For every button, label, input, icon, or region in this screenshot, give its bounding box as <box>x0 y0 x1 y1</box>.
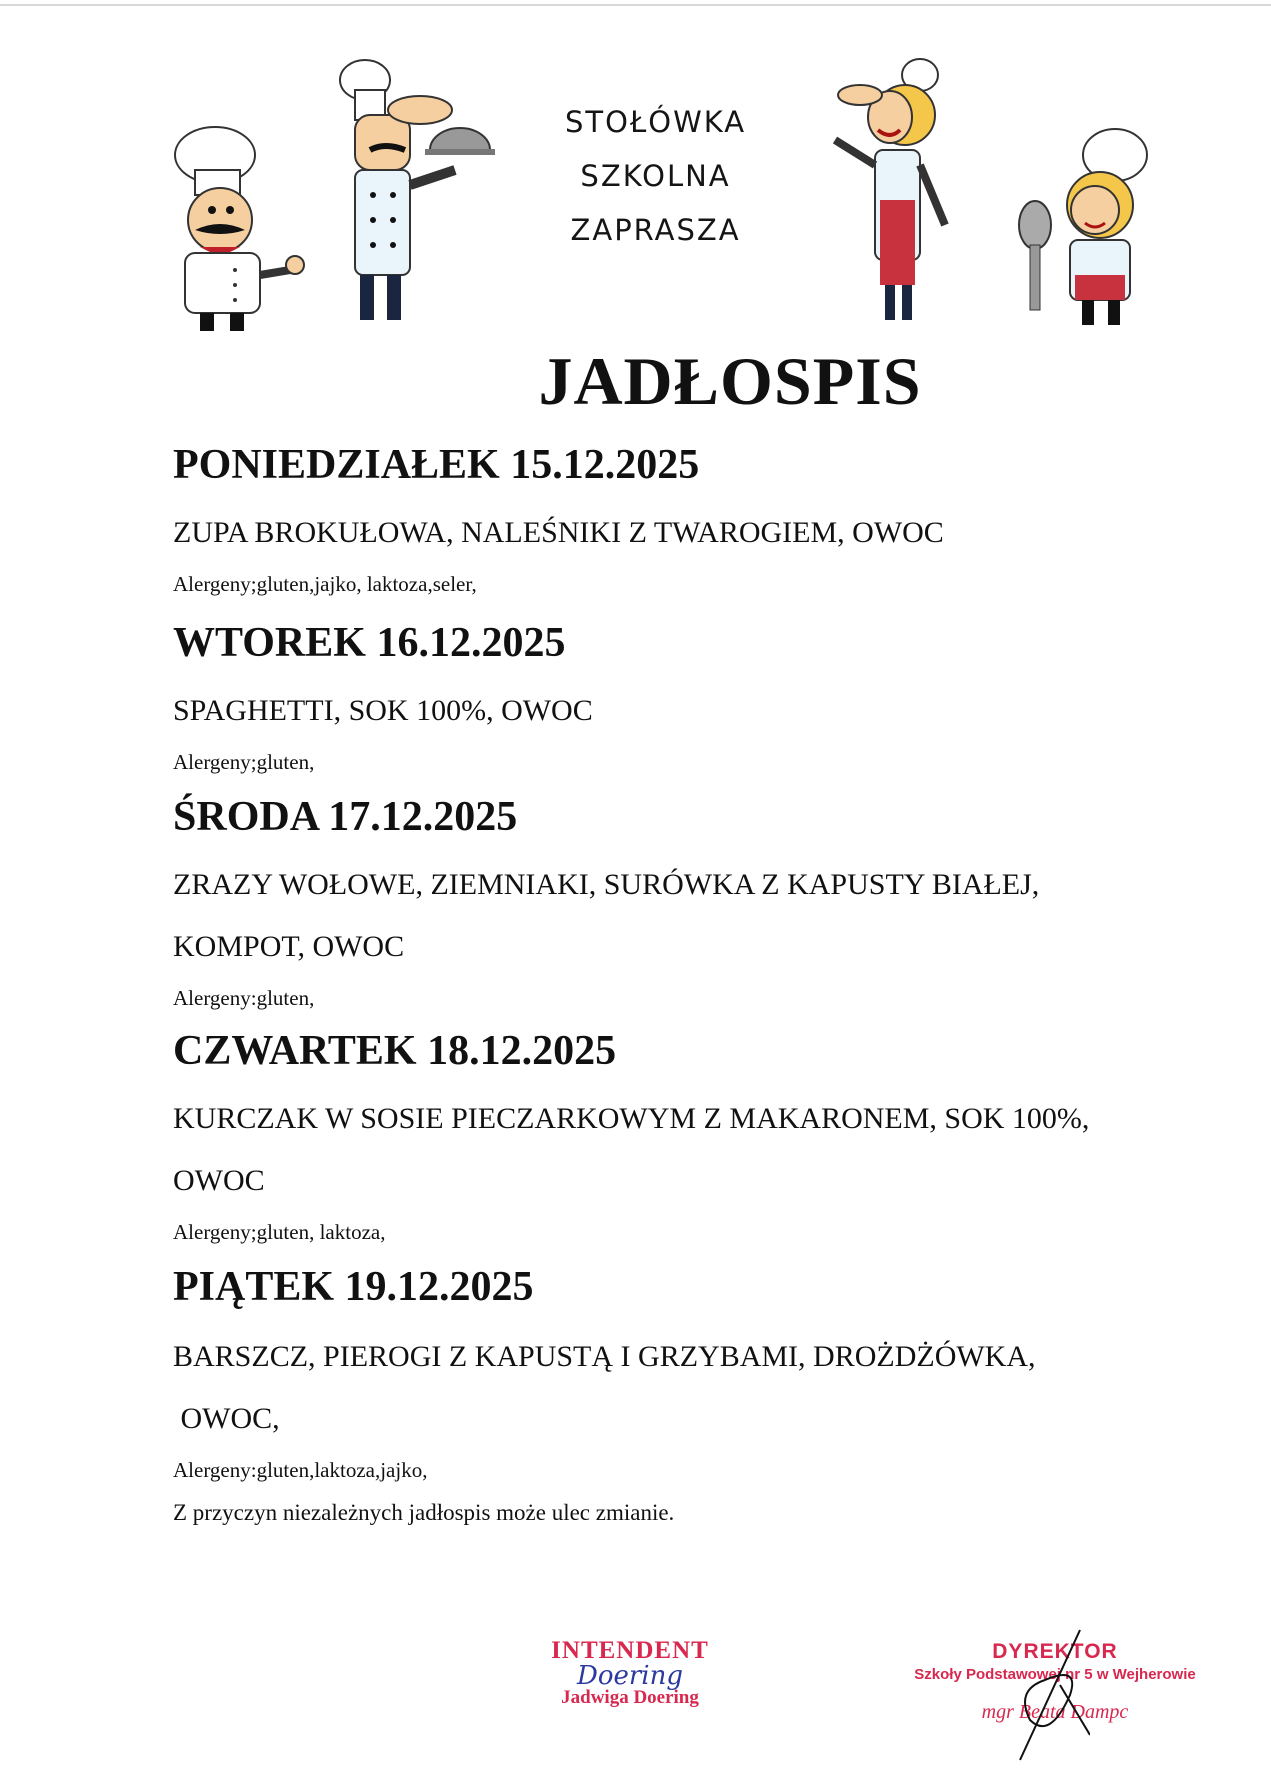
allergens: Alergeny:gluten,laktoza,jajko, <box>173 1458 428 1482</box>
allergens: Alergeny:gluten, <box>173 986 315 1010</box>
banner-line: STOŁÓWKA <box>565 105 747 139</box>
dish-line: OWOC <box>173 1164 265 1197</box>
menu-list <box>173 440 1233 1536</box>
handwritten-signature: Doering <box>576 1661 684 1691</box>
chef-serving-cloche-icon <box>325 55 525 330</box>
girl-chef-spoon-icon <box>1000 125 1170 335</box>
dish-line: SPAGHETTI, SOK 100%, OWOC <box>173 694 593 727</box>
banner-text <box>565 95 746 257</box>
change-notice: Z przyczyn niezależnych jadłospis może ulec zmianie. <box>173 1500 675 1525</box>
chef-ok-gesture-icon <box>160 115 320 335</box>
menu-day <box>173 618 1233 782</box>
stamp-role: INTENDENT <box>551 1637 709 1664</box>
menu-day <box>173 1026 1233 1252</box>
handwritten-signature-icon <box>1000 1625 1090 1765</box>
page-title: JADŁOSPIS <box>538 343 922 419</box>
director-stamp <box>905 1640 1205 1724</box>
banner-line: SZKOLNA <box>580 159 731 193</box>
day-heading: ŚRODA 17.12.2025 <box>173 794 518 840</box>
stamp-name: mgr Beata Dampc <box>981 1701 1129 1723</box>
dish-line: BARSZCZ, PIEROGI Z KAPUSTĄ I GRZYBAMI, DROŻDŻÓWKA, <box>173 1340 1036 1373</box>
banner-line: ZAPRASZA <box>570 213 741 247</box>
dish-line: OWOC, <box>173 1402 280 1435</box>
dish-line: ZUPA BROKUŁOWA, NALEŚNIKI Z TWAROGIEM, OWOC <box>173 516 944 549</box>
day-heading: PONIEDZIAŁEK 15.12.2025 <box>173 442 700 488</box>
scan-edge-line <box>0 4 1271 6</box>
allergens: Alergeny;gluten, <box>173 750 315 774</box>
female-chef-apron-icon <box>810 55 980 330</box>
day-heading: WTOREK 16.12.2025 <box>173 620 566 666</box>
dish-line: KOMPOT, OWOC <box>173 930 405 963</box>
menu-day <box>173 792 1233 1018</box>
day-heading: PIĄTEK 19.12.2025 <box>173 1264 534 1310</box>
dish-line: KURCZAK W SOSIE PIECZARKOWYM Z MAKARONEM, SOK 100%, <box>173 1102 1090 1135</box>
stamp-name: Jadwiga Doering <box>561 1687 699 1708</box>
menu-day <box>173 1262 1233 1490</box>
dish-line: ZRAZY WOŁOWE, ZIEMNIAKI, SURÓWKA Z KAPUSTY BIAŁEJ, <box>173 868 1040 901</box>
menu-day <box>173 440 1233 604</box>
allergens: Alergeny;gluten, laktoza, <box>173 1220 386 1244</box>
allergens: Alergeny;gluten,jajko, laktoza,seler, <box>173 572 477 596</box>
intendent-stamp <box>545 1637 715 1709</box>
stamp-role: DYREKTOR <box>992 1640 1118 1663</box>
stamp-school: Szkoły Podstawowej nr 5 w Wejherowie <box>914 1666 1196 1683</box>
day-heading: CZWARTEK 18.12.2025 <box>173 1028 617 1074</box>
